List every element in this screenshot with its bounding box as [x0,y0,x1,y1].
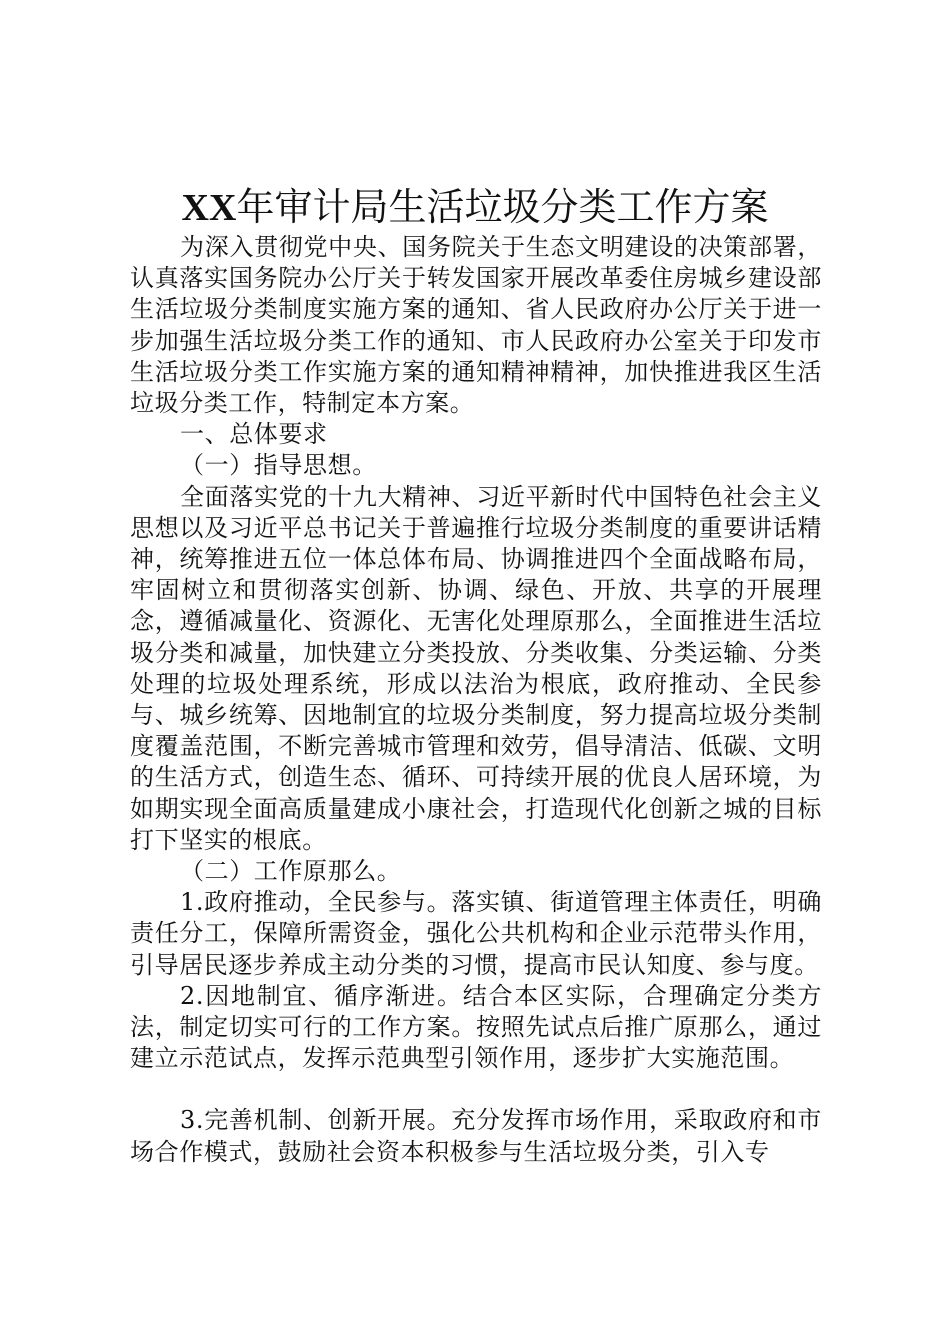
subsection-heading-work-principles: （二）工作原那么。 [180,857,402,886]
title-prefix: XX [181,187,237,229]
principle-1-paragraph: 1.政府推动，全民参与。落实镇、街道管理主体责任，明确责任分工，保障所需资金，强化公共机构和企业示范带头作用，引导居民逐步养成主动分类的习惯，提高市民认知度、参与度。 [130,888,822,979]
guiding-ideology-paragraph: 全面落实党的十九大精神、习近平新时代中国特色社会主义思想以及习近平总书记关于普遍推行垃圾分类制度的重要讲话精神，统筹推进五位一体总体布局、协调推进四个全面战略布局，牢固树立和贯彻落实创新、协调、绿色、开放、共享的开展理念，遵循减量化、资源化、无害化处理原那么，全面推进生活垃圾分类和减量，加快建立分类投放、分类收集、分类运输、分类处理的垃圾处理系统，形成以法治为根底，政府推动、全民参与、城乡统筹、因地制宜的垃圾分类制度，努力提高垃圾分类制度覆盖范围，不断完善城市管理和效劳，倡导清洁、低碳、文明的生活方式，创造生态、循环、可持续开展的优良人居环境，为如期实现全面高质量建成小康社会，打造现代化创新之城的目标打下坚实的根底。 [130,482,822,854]
section-heading-overall-requirements: 一、总体要求 [180,420,328,449]
principle-2-paragraph: 2.因地制宜、循序渐进。结合本区实际，合理确定分类方法，制定切实可行的工作方案。按照先试点后推广原那么，通过建立示范试点，发挥示范典型引领作用，逐步扩大实施范围。 [130,981,822,1073]
document-title [0,183,950,232]
intro-paragraph: 为深入贯彻党中央、国务院关于生态文明建设的决策部署，认真落实国务院办公厅关于转发国家开展改革委住房城乡建设部生活垃圾分类制度实施方案的通知、省人民政府办公厅关于进一步加强生活垃圾分类工作的通知、市人民政府办公室关于印发市生活垃圾分类工作实施方案的通知精神精神，加快推进我区生活垃圾分类工作，特制定本方案。 [130,233,822,418]
title-main: 年审计局生活垃圾分类工作方案 [236,185,769,229]
subsection-heading-guiding-ideology: （一）指导思想。 [180,451,377,480]
document-body [130,232,822,1168]
principle-3-paragraph: 3.完善机制、创新开展。充分发挥市场作用，采取政府和市场合作模式，鼓励社会资本积极参与生活垃圾分类，引入专 [130,1106,822,1166]
